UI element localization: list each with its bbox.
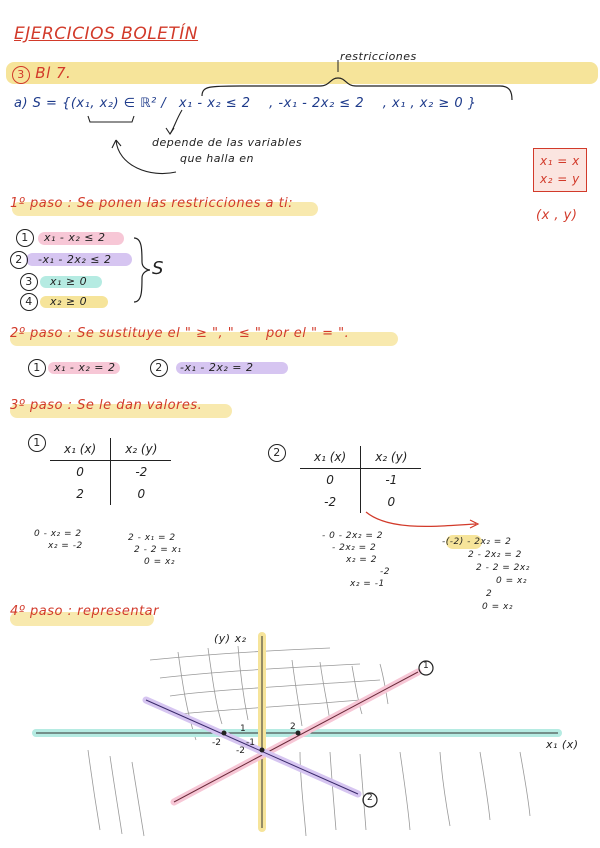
exercise-label: Bl 7. bbox=[35, 64, 72, 82]
circle-number: 1 bbox=[28, 434, 46, 452]
note-line-1: depende de las variables bbox=[152, 136, 303, 149]
work-line: x₂ = -1 bbox=[350, 579, 385, 589]
work-line: - 0 - 2x₂ = 2 bbox=[322, 531, 383, 541]
tick-neg1: -1 bbox=[246, 738, 255, 748]
set-brace-label: S bbox=[152, 258, 164, 279]
variables-box-line1: x₁ = x bbox=[540, 154, 580, 168]
line-2-label: 2 bbox=[367, 793, 373, 803]
curved-arrow bbox=[116, 140, 176, 174]
table-cell: 0 bbox=[387, 495, 396, 509]
table-cell: 2 bbox=[50, 483, 111, 505]
note-line-2: que halla en bbox=[180, 152, 255, 165]
work-line: 2 - 2 = x₁ bbox=[134, 545, 182, 555]
item-text: x₁ - x₂ ≤ 2 bbox=[44, 231, 106, 244]
restrictions-label: restricciones bbox=[340, 50, 417, 63]
exercise-number: 3 bbox=[12, 66, 30, 84]
substitution-arrow bbox=[366, 512, 476, 526]
work-line: 0 = x₂ bbox=[482, 602, 513, 612]
eq-text: -x₁ - 2x₂ = 2 bbox=[180, 361, 254, 374]
eq-text: x₁ - x₂ = 2 bbox=[54, 361, 116, 374]
tick-1: 1 bbox=[240, 724, 246, 734]
item-number: 1 bbox=[16, 229, 34, 247]
set-brace bbox=[134, 238, 150, 302]
point-0-neg1 bbox=[260, 748, 265, 753]
set-prefix: a) S = {(x₁, x₂) ∈ ℝ² / bbox=[14, 96, 167, 111]
item-text: x₂ ≥ 0 bbox=[50, 295, 88, 308]
note-arrowhead bbox=[166, 128, 174, 134]
work-line: 2 - 2 = 2x₂ bbox=[476, 563, 530, 573]
tick-neg2: -2 bbox=[212, 738, 221, 748]
work-line: -(-2) - 2x₂ = 2 bbox=[442, 537, 512, 547]
eq-number: 2 bbox=[150, 359, 168, 377]
work-line: x₂ = -2 bbox=[48, 541, 83, 551]
tick-2: 2 bbox=[290, 722, 296, 732]
table-header: x₁ (x) bbox=[50, 438, 111, 461]
step1-title: 1º paso : Se ponen las restricciones a ti: bbox=[10, 196, 294, 211]
table-cell: 0 bbox=[137, 487, 146, 501]
table-header: x₂ (y) bbox=[361, 446, 422, 469]
restriction-1: x₁ - x₂ ≤ 2 bbox=[178, 96, 251, 111]
table-header: x₂ (y) bbox=[111, 438, 172, 461]
page-title: EJERCICIOS BOLETÍN bbox=[14, 24, 199, 44]
coords-label: (x , y) bbox=[536, 208, 578, 223]
work-line: 0 - x₂ = 2 bbox=[34, 529, 82, 539]
item-text: x₁ ≥ 0 bbox=[50, 275, 88, 288]
table-cell: -2 bbox=[135, 465, 148, 479]
step2-title: 2º paso : Se sustituye el " ≥ ", " ≤ " por el " = ". bbox=[10, 326, 350, 341]
step4-title: 4º paso : representar bbox=[10, 604, 159, 619]
x-axis-label: x₁ (x) bbox=[546, 738, 579, 751]
table-cell: 0 bbox=[50, 461, 111, 484]
work-line: -2 bbox=[380, 567, 390, 577]
shaded-region bbox=[88, 646, 530, 836]
item-number: 3 bbox=[20, 273, 38, 291]
point-neg2-0 bbox=[222, 731, 227, 736]
step3-title: 3º paso : Se le dan valores. bbox=[10, 398, 203, 413]
restriction-3: , x₁ , x₂ ≥ 0 } bbox=[382, 96, 477, 111]
item-text: -x₁ - 2x₂ ≤ 2 bbox=[38, 253, 112, 266]
table-cell: -2 bbox=[300, 491, 361, 513]
variables-underline bbox=[88, 116, 134, 122]
work-line: 2 - x₁ = 2 bbox=[128, 533, 176, 543]
table-header: x₁ (x) bbox=[300, 446, 361, 469]
table-cell: 0 bbox=[300, 469, 361, 492]
eq-number: 1 bbox=[28, 359, 46, 377]
work-line: 2 - 2x₂ = 2 bbox=[468, 550, 522, 560]
y-axis-label: (y) x₂ bbox=[214, 632, 247, 645]
restrictions-brace bbox=[202, 78, 512, 100]
tick-neg2-y: -2 bbox=[236, 746, 245, 756]
work-line: 0 = x₂ bbox=[496, 576, 527, 586]
item-number: 2 bbox=[10, 251, 28, 269]
work-line: 0 = x₂ bbox=[144, 557, 175, 567]
work-line: - 2x₂ = 2 bbox=[332, 543, 377, 553]
work-line: x₂ = 2 bbox=[346, 555, 377, 565]
restriction-2: , -x₁ - 2x₂ ≤ 2 bbox=[269, 96, 365, 111]
point-2-0 bbox=[296, 731, 301, 736]
circle-number: 2 bbox=[268, 444, 286, 462]
variables-box-line2: x₂ = y bbox=[540, 172, 580, 186]
table-cell: -1 bbox=[385, 473, 398, 487]
item-number: 4 bbox=[20, 293, 38, 311]
line-1-label: 1 bbox=[423, 661, 429, 671]
work-line: 2 bbox=[486, 589, 493, 599]
